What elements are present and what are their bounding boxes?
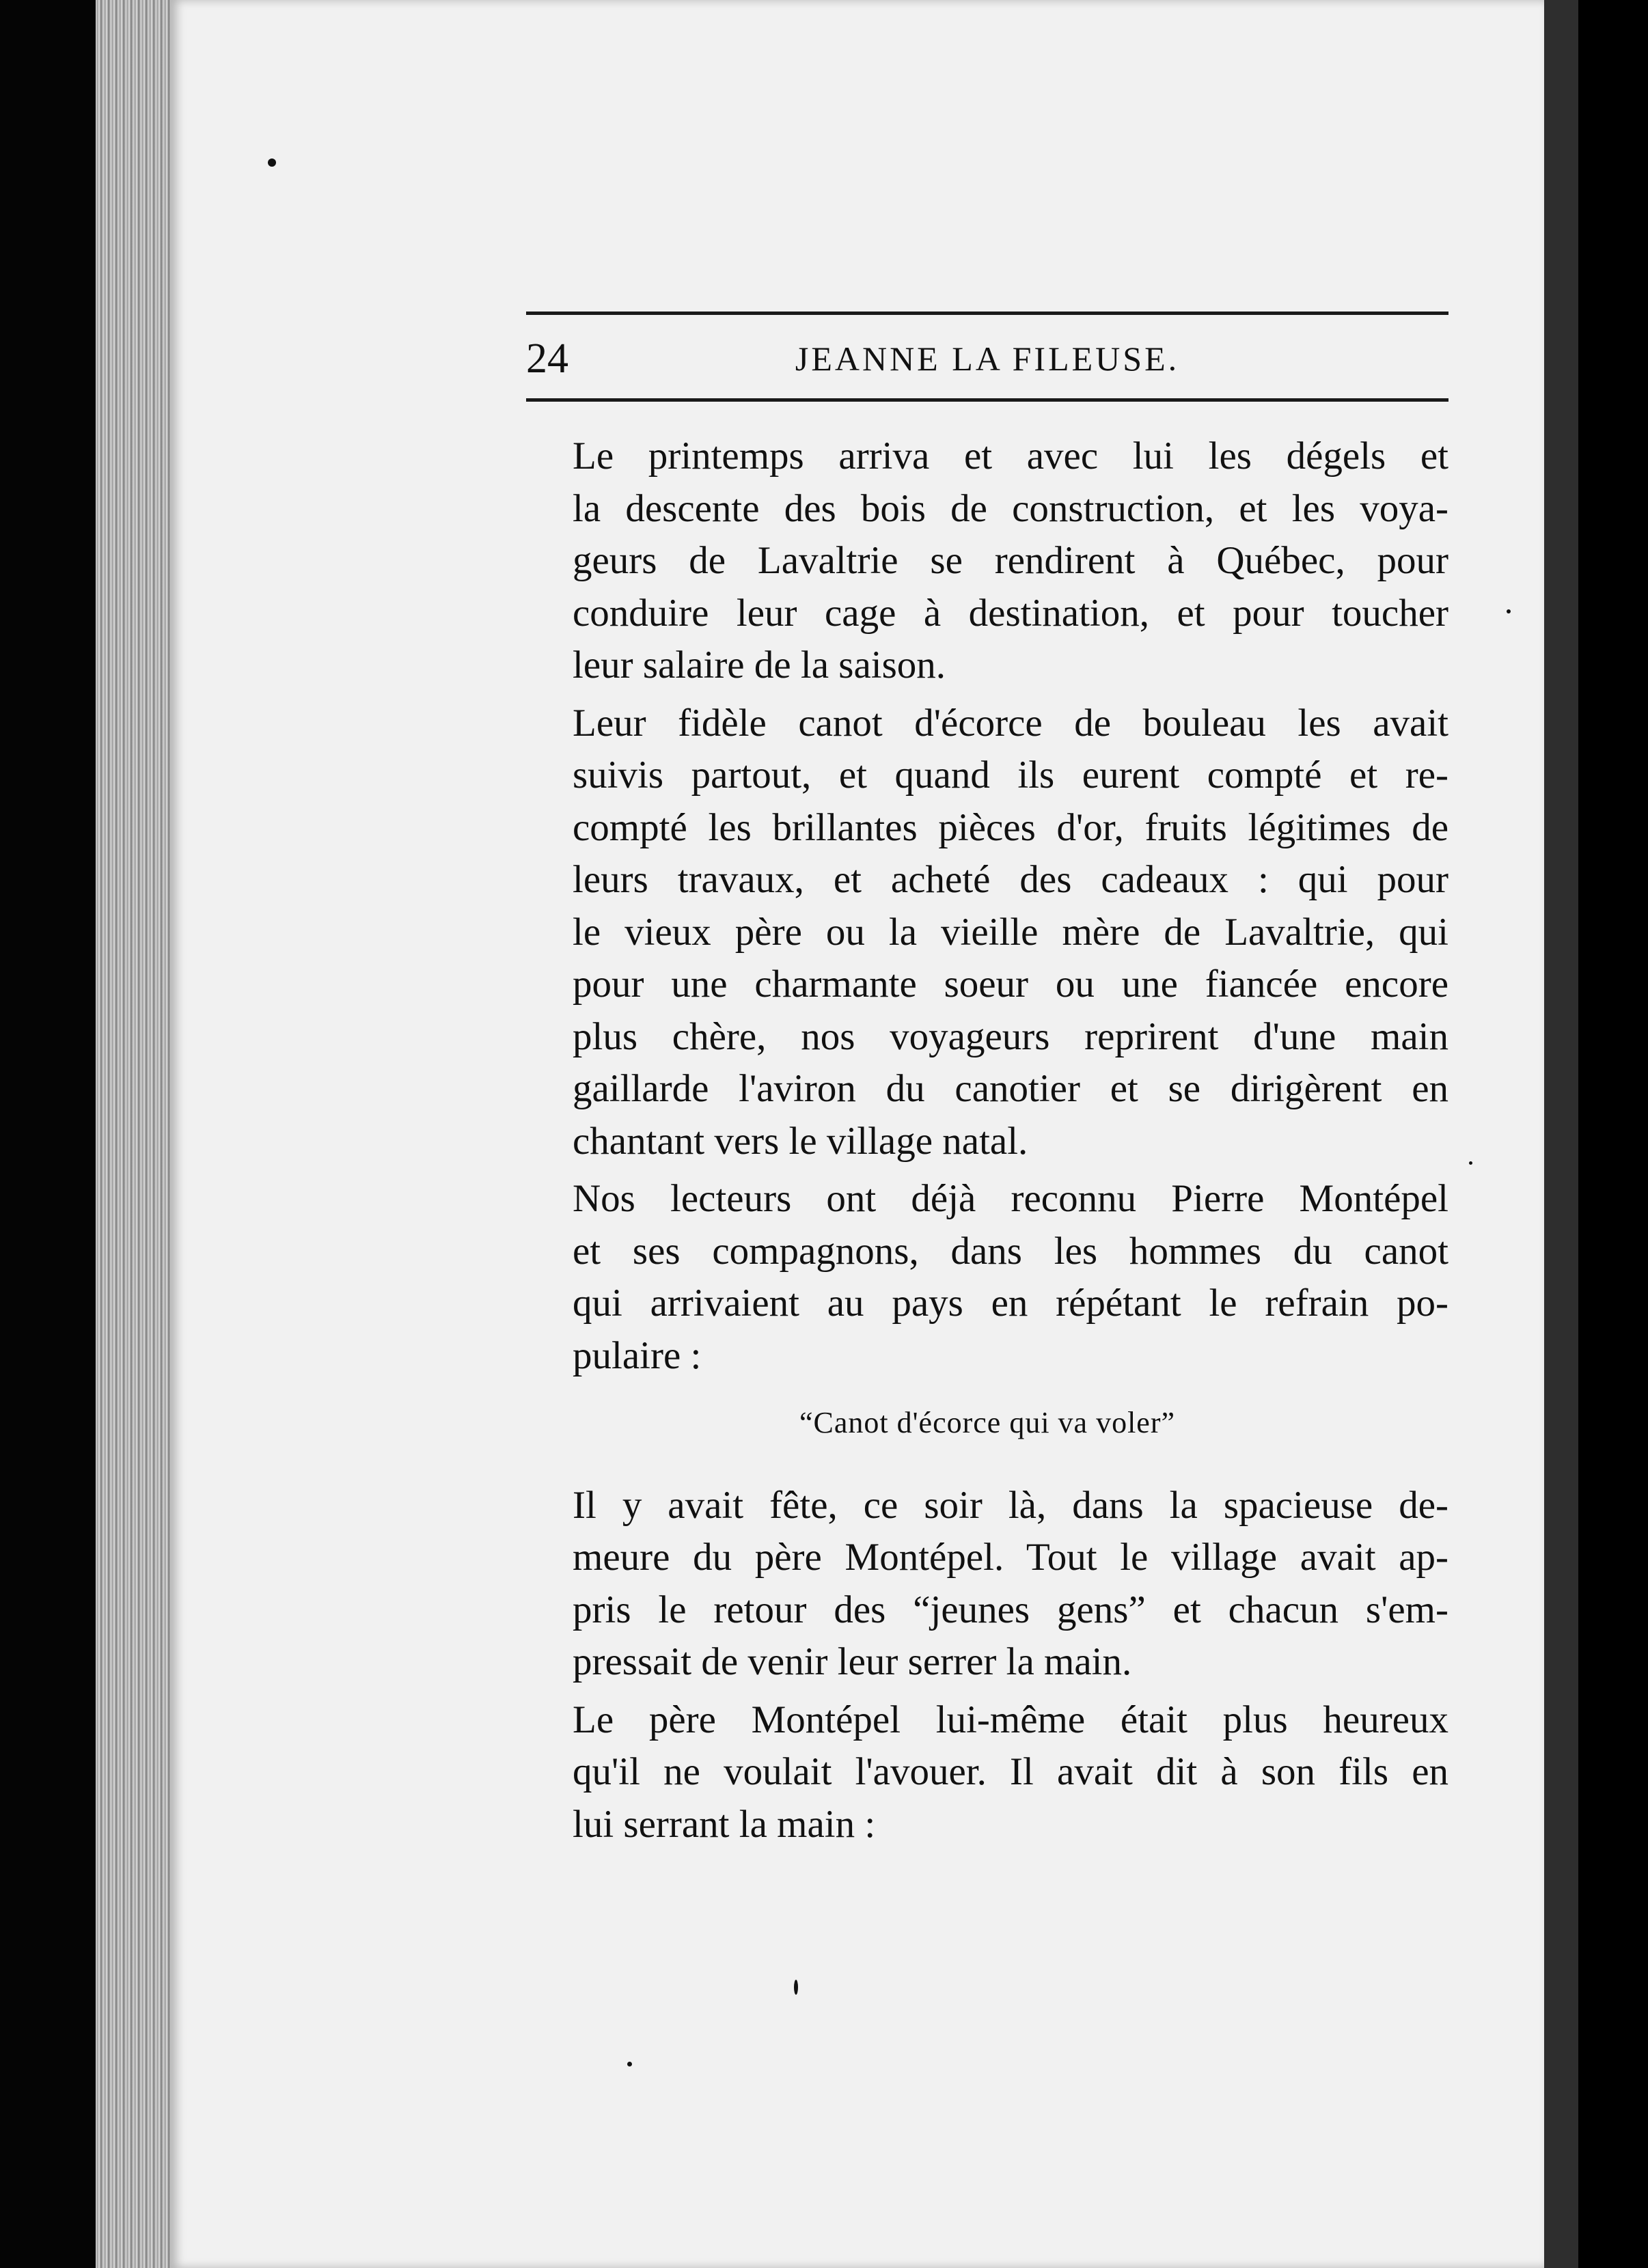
header-rule-top — [526, 312, 1448, 315]
text-line: pulaire : — [573, 1333, 702, 1377]
text-line: gaillarde l'aviron du canotier et se dirigèrent en — [573, 1067, 1448, 1110]
page-edges — [96, 0, 178, 2268]
text-line: conduire leur cage à destination, et pour toucher — [573, 591, 1448, 635]
text-line: pris le retour des “jeunes gens” et chacun s'em- — [573, 1588, 1448, 1631]
text-line: Le père Montépel lui-même était plus heureux — [573, 1698, 1448, 1741]
text-line: le vieux père ou la vieille mère de Lavaltrie, qui — [573, 910, 1448, 954]
right-margin — [1578, 0, 1648, 2268]
text-line: lui serrant la main : — [573, 1802, 876, 1846]
text-line: compté les brillantes pièces d'or, fruits légitimes de — [573, 805, 1448, 849]
text-line: et ses compagnons, dans les hommes du canot — [573, 1229, 1448, 1273]
paragraph — [526, 697, 1448, 1168]
text-line: leurs travaux, et acheté des cadeaux : qui pour — [573, 858, 1448, 901]
text-line: Il y avait fête, ce soir là, dans la spacieuse de- — [573, 1483, 1448, 1527]
text-line: Le printemps arriva et avec lui les dégels et — [573, 434, 1448, 478]
paragraph — [526, 1480, 1448, 1689]
paragraph — [526, 430, 1448, 692]
text-line: pour une charmante soeur ou une fiancée encore — [573, 963, 1448, 1006]
body-text — [526, 430, 1448, 1856]
text-line: leur salaire de la saison. — [573, 644, 946, 687]
page-header — [526, 328, 1448, 389]
text-line: suivis partout, et quand ils eurent compté et re- — [573, 753, 1448, 797]
paragraph — [526, 1173, 1448, 1382]
text-line: qu'il ne voulait l'avouer. Il avait dit à son fils en — [573, 1750, 1448, 1793]
song-quote: “Canot d'écorce qui va voler” — [799, 1406, 1176, 1439]
running-head: JEANNE LA FILEUSE. — [795, 340, 1180, 378]
paragraph — [526, 1694, 1448, 1851]
text-line: meure du père Montépel. Tout le village avait ap- — [573, 1536, 1448, 1579]
header-rule-bottom — [526, 398, 1448, 402]
text-line: qui arrivaient au pays en répétant le refrain po- — [573, 1282, 1448, 1325]
text-line: chantant vers le village natal. — [573, 1119, 1028, 1163]
text-line: Nos lecteurs ont déjà reconnu Pierre Montépel — [573, 1177, 1448, 1220]
right-border-strip — [1544, 0, 1578, 2268]
text-line: Leur fidèle canot d'écorce de bouleau les avait — [573, 701, 1448, 745]
book-binding — [0, 0, 96, 2268]
page-number: 24 — [526, 335, 568, 382]
text-line: plus chère, nos voyageurs reprirent d'une main — [573, 1014, 1448, 1058]
text-line: pressait de venir leur serrer la main. — [573, 1640, 1132, 1683]
text-line: la descente des bois de construction, et les voya- — [573, 486, 1448, 530]
text-line: geurs de Lavaltrie se rendirent à Québec, pour — [573, 539, 1448, 582]
